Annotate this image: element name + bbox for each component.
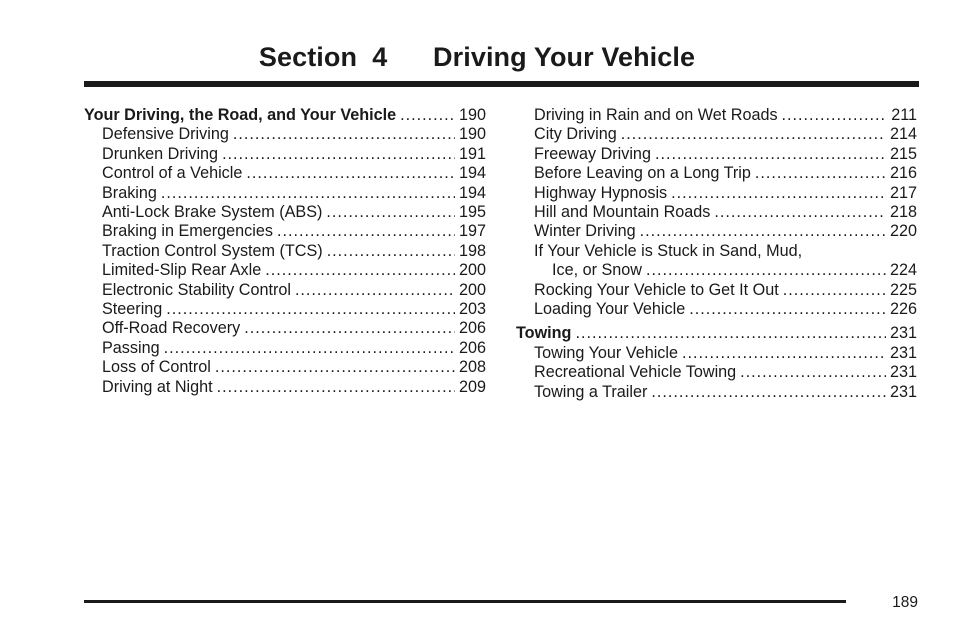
dot-leader [244,319,455,338]
toc-entry-page: 231 [889,324,917,343]
toc-entry-label: Steering [102,300,163,319]
toc-entry[interactable] [84,145,486,164]
dot-leader [755,164,886,183]
dot-leader [575,324,886,343]
dot-leader [265,261,455,280]
toc-entry[interactable] [516,164,917,183]
dot-leader [164,339,455,358]
toc-entry-label: Driving at Night [102,377,213,396]
dot-leader [295,281,455,300]
dot-leader [161,184,455,203]
dot-leader [640,222,886,241]
toc-entry[interactable] [516,261,917,280]
toc-entry-label: Towing Your Vehicle [534,343,678,362]
toc-entry-label: Freeway Driving [534,144,651,163]
toc-entry-label: Off-Road Recovery [102,319,241,338]
toc-entry-page: 200 [458,261,486,280]
toc-heading-entry[interactable] [84,106,486,125]
dot-leader [651,383,886,402]
page-number: 189 [892,594,918,611]
toc-entry-label: Hill and Mountain Roads [534,203,711,222]
toc-entry-page: 231 [889,382,917,401]
toc-entry-page: 191 [458,144,486,163]
dot-leader [277,222,455,241]
toc-entry-label: Passing [102,338,160,357]
toc-entry-continued: If Your Vehicle is Stuck in Sand, Mud, [534,241,803,260]
toc-entry[interactable] [516,222,917,241]
toc-entry[interactable] [84,125,486,144]
toc-entry-label: Your Driving, the Road, and Your Vehicle [84,106,397,124]
toc-entry-page: 224 [889,261,917,280]
dot-leader [233,125,455,144]
toc-entry[interactable] [84,378,486,397]
toc-entry-page: 231 [889,343,917,362]
toc-entry-page: 215 [889,144,917,163]
toc-entry[interactable] [516,344,917,363]
toc-entry-label: Drunken Driving [102,144,219,163]
toc-entry-page: 206 [458,319,486,338]
toc-entry[interactable] [84,358,486,377]
toc-entry[interactable] [516,281,917,300]
dot-leader [215,358,455,377]
toc-entry-page: 214 [889,125,917,144]
toc-entry[interactable] [516,145,917,164]
toc-entry-label: Highway Hypnosis [534,183,668,202]
toc-entry-page: 208 [458,358,486,377]
dot-leader [783,281,886,300]
toc-entry-page: 203 [458,300,486,319]
toc-entry-label: Towing [516,324,572,343]
toc-entry-page: 217 [889,183,917,202]
dot-leader [682,344,886,363]
dot-leader [326,203,455,222]
toc-entry-page: 190 [458,125,486,144]
toc-entry[interactable] [84,300,486,319]
toc-left-column [84,106,486,397]
toc-entry-label: Anti-Lock Brake System (ABS) [102,203,323,222]
toc-entry-label: Electronic Stability Control [102,280,291,299]
toc-entry[interactable] [516,300,917,319]
toc-entry[interactable] [84,339,486,358]
toc-entry[interactable] [516,184,917,203]
footer-rule [84,600,846,603]
toc-entry-label: Loading Your Vehicle [534,300,686,319]
dot-leader [655,145,886,164]
toc-entry-label: Towing a Trailer [534,382,648,401]
toc-entry-page: 211 [891,106,917,124]
toc-entry-page: 225 [889,280,917,299]
toc-entry-page: 206 [458,338,486,357]
toc-entry-page: 197 [458,222,486,241]
toc-entry[interactable] [84,281,486,300]
toc-right-column [516,106,917,402]
toc-entry[interactable] [84,203,486,222]
toc-entry-label: Control of a Vehicle [102,164,243,183]
toc-entry-page: 198 [458,241,486,260]
toc-entry-page: 216 [889,164,917,183]
toc-entry-page: 220 [889,222,917,241]
toc-entry-label: Braking [102,183,157,202]
toc-entry-page: 226 [889,300,917,319]
toc-entry-page: 218 [889,203,917,222]
toc-entry-label: Ice, or Snow [552,261,642,280]
toc-entry-label: Winter Driving [534,222,636,241]
toc-entry-label: Loss of Control [102,358,211,377]
toc-entry-label: Rocking Your Vehicle to Get It Out [534,280,779,299]
toc-entry-page: 194 [458,183,486,202]
section-title: Section 4 Driving Your Vehicle [258,42,696,72]
toc-entry[interactable] [84,164,486,183]
dot-leader [166,300,455,319]
dot-leader [782,106,888,125]
toc-entry[interactable] [84,261,486,280]
toc-entry-page: 194 [458,164,486,183]
dot-leader [400,106,455,125]
dot-leader [740,363,886,382]
toc-entry[interactable] [84,222,486,241]
toc-entry[interactable] [516,363,917,382]
toc-entry-page: 195 [458,203,486,222]
toc-entry-label: Defensive Driving [102,125,229,144]
toc-entry[interactable] [516,106,917,125]
toc-entry-page: 231 [889,363,917,382]
toc-entry-page: 200 [458,280,486,299]
toc-entry-label: Before Leaving on a Long Trip [534,164,751,183]
toc-entry-label: Braking in Emergencies [102,222,273,241]
toc-entry[interactable] [84,184,486,203]
toc-entry[interactable] [516,125,917,144]
dot-leader [217,378,455,397]
toc-entry-page: 209 [458,377,486,396]
toc-heading-entry[interactable] [516,324,917,343]
toc-entry-page: 190 [458,106,486,124]
toc-entry[interactable] [516,203,917,222]
title-rule [84,81,919,87]
dot-leader [689,300,886,319]
dot-leader [621,125,886,144]
toc-entry-label: City Driving [534,125,617,144]
dot-leader [646,261,886,280]
dot-leader [246,164,455,183]
toc-entry[interactable] [84,319,486,338]
dot-leader [327,242,455,261]
toc-entry[interactable] [84,242,486,261]
dot-leader [671,184,886,203]
toc-entry-label: Driving in Rain and on Wet Roads [534,106,778,124]
dot-leader [222,145,455,164]
toc-entry[interactable] [516,383,917,402]
toc-entry-label: Limited-Slip Rear Axle [102,261,262,280]
dot-leader [714,203,886,222]
toc-entry-label: Traction Control System (TCS) [102,241,323,260]
toc-entry-label: Recreational Vehicle Towing [534,363,737,382]
